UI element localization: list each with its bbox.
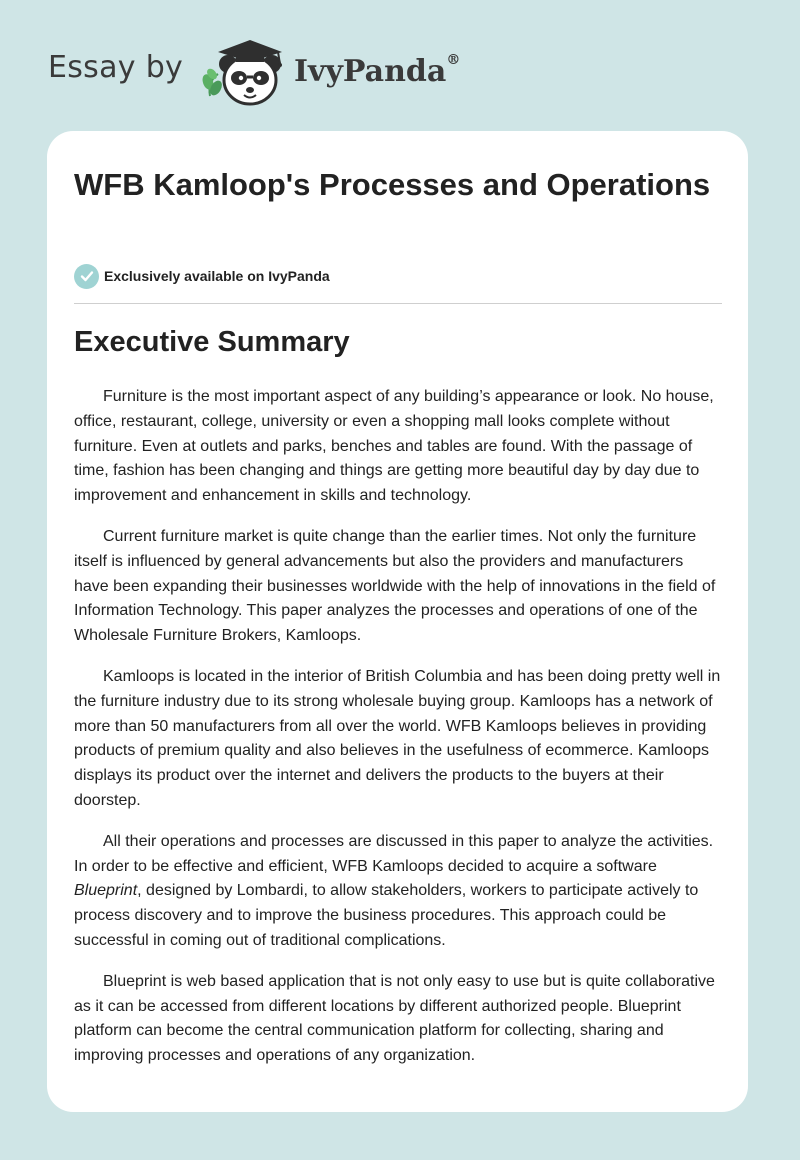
paragraph-5: Blueprint is web based application that is not only easy to use but is quite collaborative as it can be accessed from different locations by different authorized people. Blueprint platform can become the central communication platform for collecting, sharing and improving processes and operations of any organization. [74,972,715,1065]
essay-card [47,131,748,1112]
essay-by-label: Essay by [48,50,184,85]
blueprint-emphasis: Blueprint [74,882,138,900]
paragraph-3: Kamloops is located in the interior of British Columbia and has been doing pretty well in the furniture industry due to its strong wholesale buying group. Kamloops has a network of more than 50 manufacturers from all over the world. WFB Kamloops believes in providing products of premium quality and also believes in the usefulness of ecommerce. Kamloops displays its product over the internet and delivers the products to the buyers at their doorstep. [74,667,721,809]
article-body [74,385,722,1085]
exclusive-badge [74,263,330,289]
paragraph-1: Furniture is the most important aspect of any building’s appearance or look. No house, office, restaurant, college, university or even a shopping mall looks complete without furniture. Even at outlets and parks, benches and tables are found. With the passage of time, fashion has been changing and things are getting more beautiful day by day due to improvement and enhancement in skills and technology. [74,388,714,505]
divider [74,303,722,304]
site-header [0,0,800,120]
badge-label: Exclusively available on IvyPanda [104,268,330,284]
checkmark-glyph [80,269,94,283]
brand-name[interactable] [294,54,460,89]
paragraph-2: Current furniture market is quite change than the earlier times. Not only the furniture itself is influenced by general advancements but also the providers and manufacturers have been expanding their businesses worldwide with the help of innovations in the field of Information Technology. This paper analyzes the processes and operations of one of the Wholesale Furniture Brokers, Kamloops. [74,527,716,645]
check-icon [74,264,99,289]
registered-mark: ® [446,52,461,68]
paragraph-4 [74,830,722,954]
paragraph-4-start: All their operations and processes are discussed in this paper to analyze the activities. In order to be effective and efficient, WFB Kamloops decided to acquire a software [74,832,714,875]
panda-logo-icon[interactable] [200,30,300,110]
paragraph-4-end: , designed by Lombardi, to allow stakeholders, workers to participate actively to process discovery and to improve the business procedures. This approach could be successful in coming out of traditional complications. [74,882,699,949]
page-title: WFB Kamloop's Processes and Operations [74,167,711,202]
section-heading: Executive Summary [74,326,350,358]
brand-text: IvyPanda [294,54,447,89]
